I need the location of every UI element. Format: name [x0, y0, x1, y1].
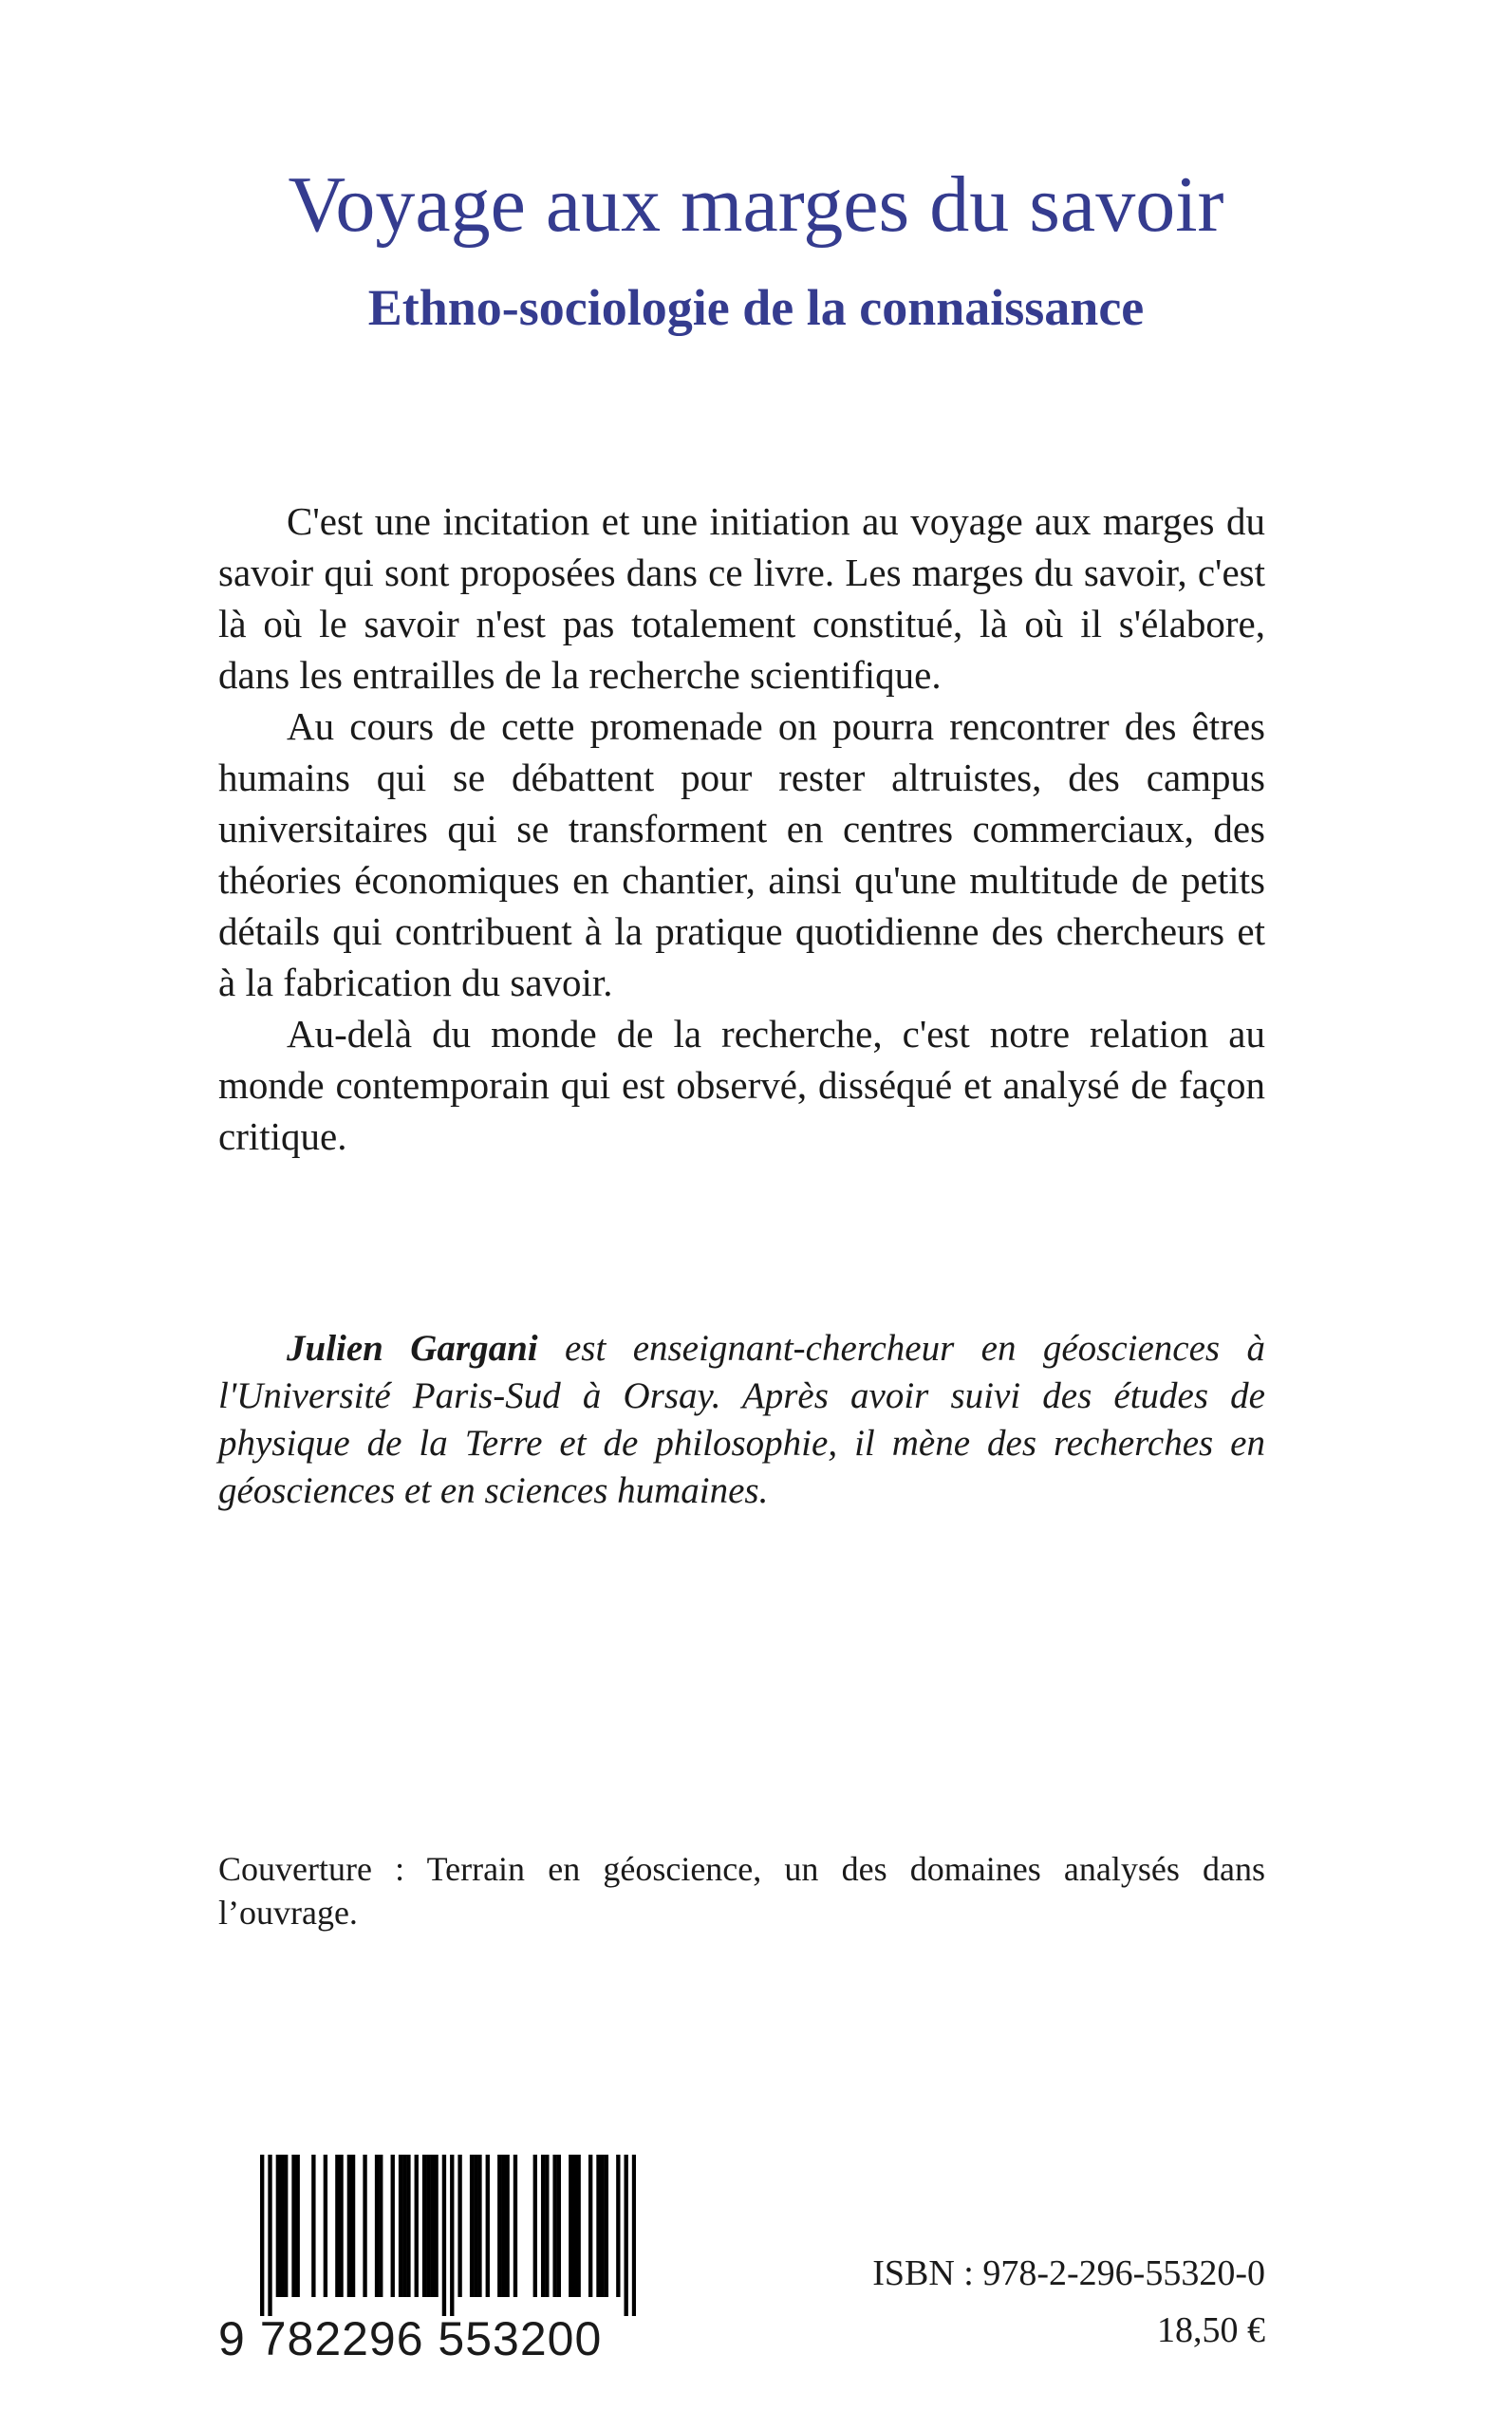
blurb-paragraph: Au cours de cette promenade on pourra rencontrer des êtres humains qui se débattent pour rester altruistes, des campus universitaires qui se transforment en centres commerciaux, des théories économiques en chantier, ainsi qu'une multitude de petits détails qui contribuent à la pratique quotidienne des chercheurs et à la fabrication du savoir.: [218, 704, 1265, 1004]
barcode-bar: [497, 2155, 501, 2297]
barcode-bar: [375, 2155, 379, 2297]
barcode-bar: [552, 2155, 556, 2297]
barcode-bar: [600, 2155, 604, 2297]
barcode-bar: [569, 2155, 572, 2297]
barcode-bar: [335, 2155, 339, 2297]
barcode-bar: [501, 2155, 505, 2297]
barcode-bar: [339, 2155, 343, 2297]
barcode-bar: [588, 2155, 592, 2297]
barcode-bar: [422, 2155, 426, 2297]
barcode-bar: [324, 2155, 327, 2297]
barcode-bar: [470, 2155, 474, 2297]
author-bio: [218, 1325, 1265, 1515]
barcode-bar: [505, 2155, 509, 2297]
barcode-bar: [616, 2155, 620, 2297]
barcode-bar: [541, 2155, 545, 2297]
price: 18,50 €: [1157, 2310, 1265, 2350]
blurb-paragraph: C'est une incitation et une initiation au voyage aux marges du savoir qui sont proposées dans ce livre. Les marges du savoir, c'est là où le savoir n'est pas totalement constitué, là où il s'élabore, dans les entrailles de la recherche scientifique.: [218, 499, 1265, 697]
barcode-bar: [260, 2155, 264, 2316]
book-subtitle: Ethno-sociologie de la connaissance: [367, 279, 1145, 336]
barcode-bar: [434, 2155, 438, 2297]
barcode-bar: [442, 2155, 446, 2316]
author-name: Julien Gargani: [287, 1328, 538, 1369]
barcode-bar: [457, 2155, 461, 2297]
barcode-bar: [379, 2155, 383, 2297]
barcode-bar: [474, 2155, 477, 2297]
book-title: Voyage aux marges du savoir: [288, 160, 1224, 249]
barcode-bar: [363, 2155, 366, 2297]
barcode-bar: [347, 2155, 351, 2297]
cover-caption: Couverture : Terrain en géoscience, un des domaines analysés dans l’ouvrage.: [218, 1850, 1265, 1932]
barcode-bar: [399, 2155, 402, 2297]
barcode-bar: [402, 2155, 406, 2297]
barcode-bar: [311, 2155, 315, 2297]
barcode-bar: [545, 2155, 549, 2297]
barcode-bar: [572, 2155, 576, 2297]
blurb: [218, 495, 1265, 1162]
barcode-digits: 9 782296 553200: [218, 2312, 603, 2365]
blurb-paragraph: Au-delà du monde de la recherche, c'est notre relation au monde contemporain qui est observé, disséqué et analysé de façon critique.: [218, 1012, 1265, 1158]
barcode-bar: [268, 2155, 271, 2316]
barcode-bars: [260, 2155, 636, 2316]
barcode-bar: [426, 2155, 430, 2297]
barcode-bar: [533, 2155, 537, 2297]
barcode: [218, 2155, 636, 2363]
author-bio-text: est enseignant-chercheur en géosciences à l'Université Paris-Sud à Orsay. Après avoir suivi des études de physique de la Terre et de philosophie, il mène des recherches en géosciences et en sciences humaines.: [218, 1328, 1265, 1511]
barcode-bar: [391, 2155, 395, 2297]
barcode-bar: [284, 2155, 288, 2297]
barcode-bar: [296, 2155, 300, 2297]
isbn: ISBN : 978-2-296-55320-0: [872, 2253, 1265, 2293]
barcode-bar: [605, 2155, 608, 2297]
barcode-bar: [513, 2155, 517, 2297]
barcode-bar: [557, 2155, 561, 2297]
barcode-bar: [406, 2155, 410, 2297]
barcode-bar: [291, 2155, 295, 2297]
barcode-bar: [576, 2155, 580, 2297]
barcode-bar: [280, 2155, 284, 2297]
barcode-bar: [450, 2155, 454, 2316]
barcode-bar: [351, 2155, 355, 2297]
barcode-bar: [596, 2155, 600, 2297]
barcode-bar: [415, 2155, 419, 2297]
barcode-bar: [477, 2155, 481, 2297]
barcode-bar: [632, 2155, 636, 2316]
barcode-bar: [276, 2155, 280, 2297]
barcode-bar: [624, 2155, 627, 2316]
barcode-bar: [430, 2155, 434, 2297]
barcode-bar: [486, 2155, 490, 2297]
